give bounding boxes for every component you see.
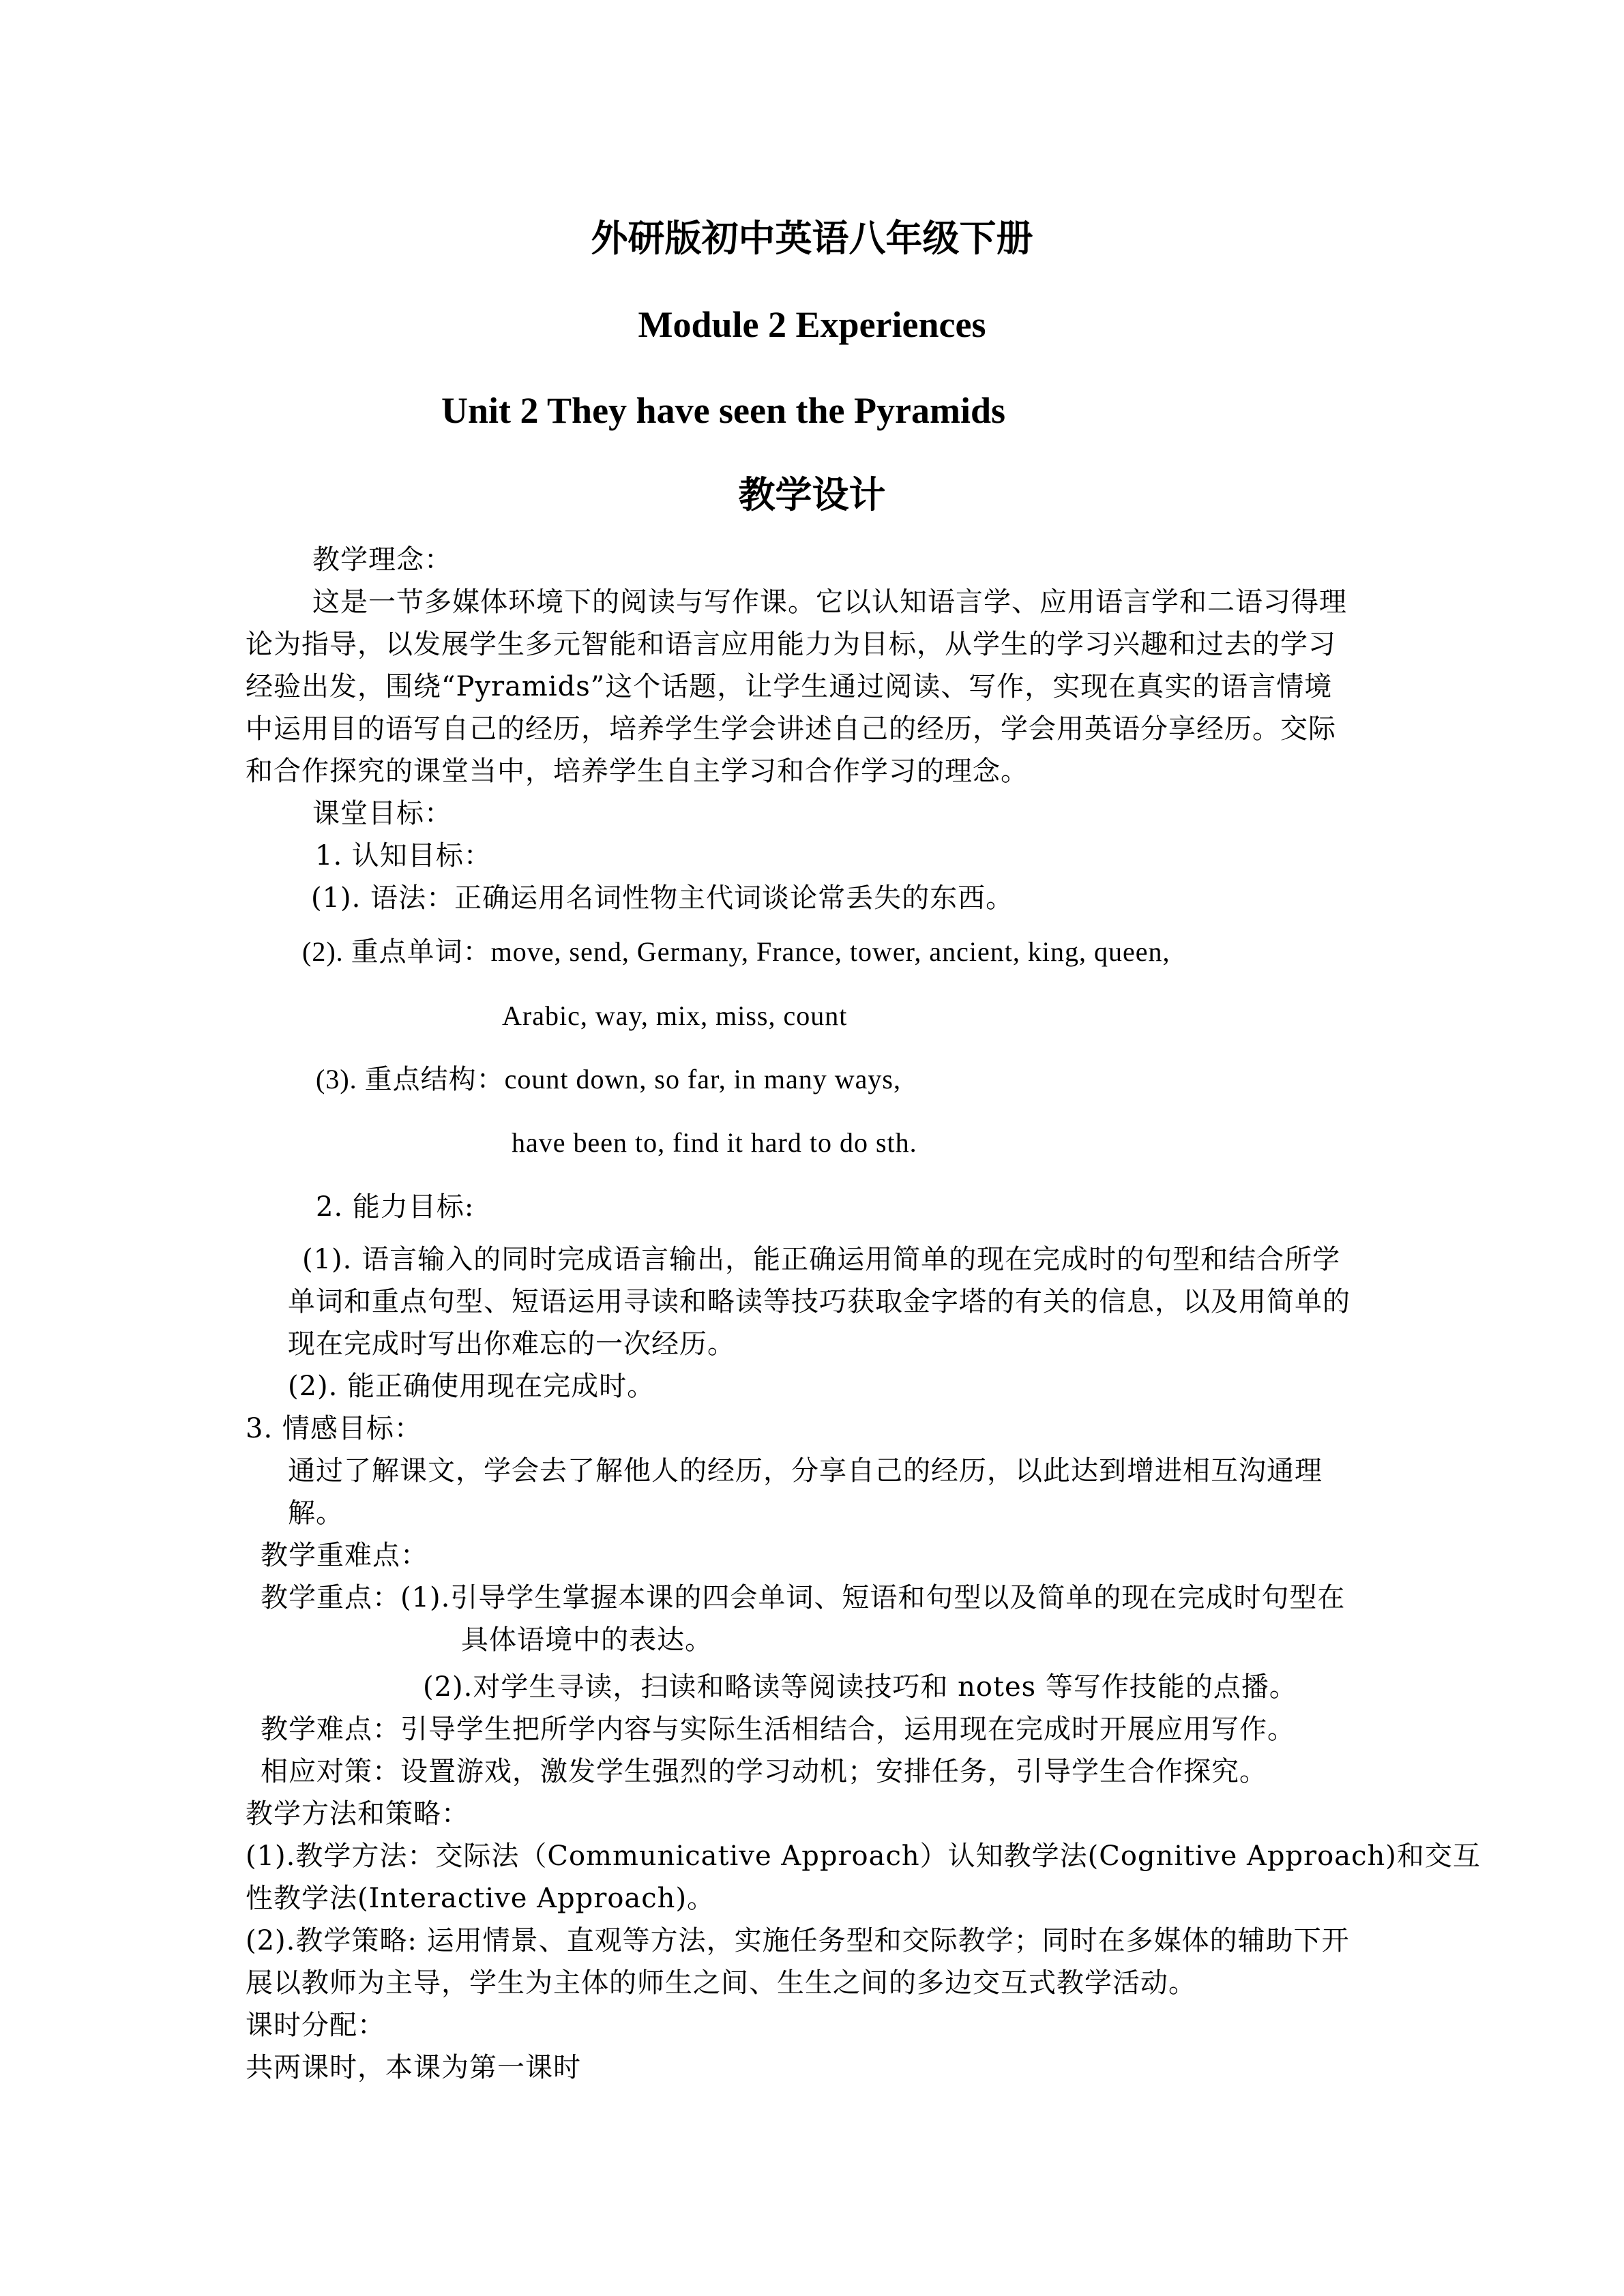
- method-line-1: (1).教学方法：交际法（Communicative Approach）认知教学法(Cognitive Approach)和交互: [246, 1840, 1481, 1872]
- concept-line-1: 这是一节多媒体环境下的阅读与写作课。它以认知语言学、应用语言学和二语习得理: [312, 586, 1347, 618]
- difficulty-line: 教学难点：引导学生把所学内容与实际生活相结合，运用现在完成时开展应用写作。: [261, 1714, 1295, 1745]
- ability-line-3: 现在完成时写出你难忘的一次经历。: [288, 1328, 735, 1360]
- grammar-objective: (1). 语法：正确运用名词性物主代词谈论常丢失的东西。: [311, 882, 1014, 914]
- concept-line-3: 经验出发，围绕“Pyramids”这个话题，让学生通过阅读、写作，实现在真实的语言情境: [246, 671, 1333, 702]
- schedule-heading: 课时分配：: [246, 2010, 385, 2041]
- key-words-line-2: Arabic, way, mix, miss, count: [502, 1000, 848, 1031]
- key-point-line-3: (2).对学生寻读，扫读和略读等阅读技巧和 notes 等写作技能的点播。: [423, 1671, 1297, 1703]
- methods-heading: 教学方法和策略：: [246, 1798, 469, 1830]
- emotion-line-2: 解。: [288, 1497, 344, 1529]
- method-line-2: 性教学法(Interactive Approach)。: [246, 1883, 715, 1914]
- ability-line-4: (2). 能正确使用现在完成时。: [288, 1371, 655, 1402]
- strategy-line: 相应对策：设置游戏，激发学生强烈的学习动机；安排任务，引导学生合作探究。: [261, 1756, 1267, 1787]
- module-title: Module 2 Experiences: [638, 304, 986, 345]
- unit-title: Unit 2 They have seen the Pyramids: [441, 390, 1005, 431]
- cognitive-heading: 1. 认知目标：: [315, 840, 492, 871]
- method-line-4: 展以教师为主导，学生为主体的师生之间、生生之间的多边交互式教学活动。: [246, 1967, 1196, 1999]
- design-title: 教学设计: [738, 473, 886, 516]
- ability-line-2: 单词和重点句型、短语运用寻读和略读等技巧获取金字塔的有关的信息，以及用简单的: [288, 1286, 1350, 1317]
- concept-line-5: 和合作探究的课堂当中，培养学生自主学习和合作学习的理念。: [246, 756, 1029, 787]
- key-point-line-1: 教学重点：(1).引导学生掌握本课的四会单词、短语和句型以及简单的现在完成时句型在: [261, 1582, 1346, 1613]
- key-point-line-2: 具体语境中的表达。: [461, 1624, 713, 1656]
- ability-heading: 2. 能力目标:: [316, 1191, 475, 1223]
- key-points-heading: 教学重难点：: [261, 1540, 428, 1571]
- ability-line-1: (1). 语言输入的同时完成语言输出，能正确运用简单的现在完成时的句型和结合所学: [302, 1244, 1341, 1275]
- document-title: 外研版初中英语八年级下册: [591, 217, 1033, 260]
- concept-line-2: 论为指导，以发展学生多元智能和语言应用能力为目标，从学生的学习兴趣和过去的学习: [246, 629, 1336, 660]
- emotion-heading: 3. 情感目标：: [246, 1413, 422, 1444]
- concept-line-4: 中运用目的语写自己的经历，培养学生学会讲述自己的经历，学会用英语分享经历。交际: [246, 713, 1336, 745]
- key-structures-line-1: (3). 重点结构：count down, so far, in many ways,: [316, 1064, 901, 1094]
- key-words-line-1: (2). 重点单词：move, send, Germany, France, tower, ancient, king, queen,: [302, 936, 1170, 967]
- key-structures-line-2: have been to, find it hard to do sth.: [512, 1127, 917, 1158]
- method-line-3: (2).教学策略: 运用情景、直观等方法，实施任务型和交际教学；同时在多媒体的辅助下开: [246, 1925, 1350, 1956]
- objectives-heading: 课堂目标：: [312, 798, 452, 829]
- schedule-text: 共两课时，本课为第一课时: [246, 2052, 581, 2083]
- emotion-line-1: 通过了解课文，学会去了解他人的经历，分享自己的经历，以此达到增进相互沟通理: [288, 1455, 1323, 1487]
- concept-heading: 教学理念：: [312, 544, 452, 576]
